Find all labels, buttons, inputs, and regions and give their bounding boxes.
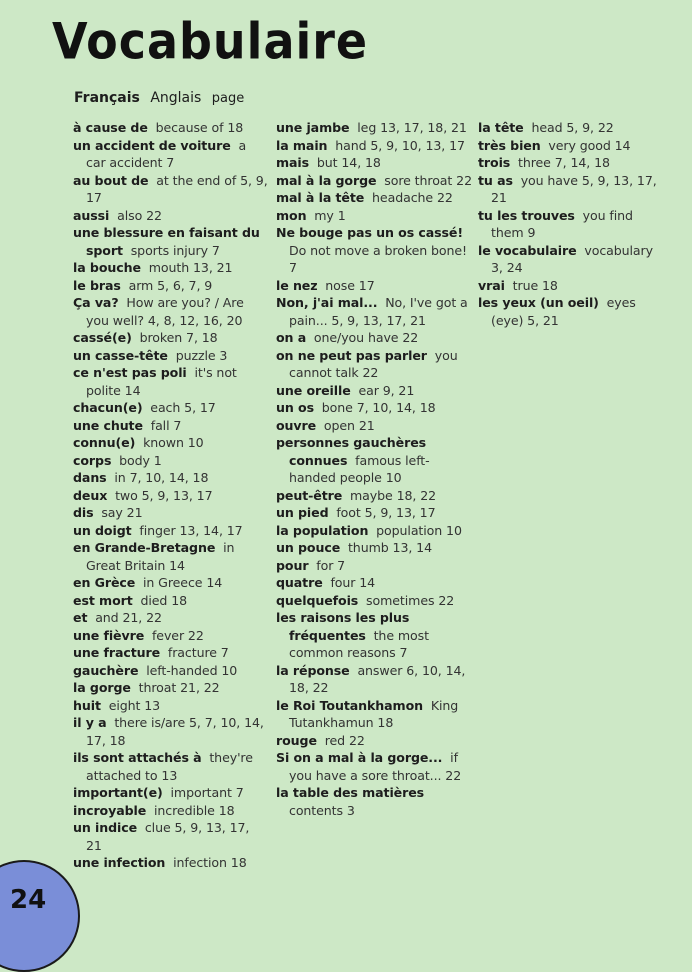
french-term: une oreille [276,382,351,398]
english-translation: incredible 18 [154,802,235,818]
page-number-badge [0,860,80,972]
english-translation: but 14, 18 [316,155,381,170]
english-translation: mouth 13, 21 [148,260,233,275]
vocab-entry [276,347,472,382]
french-term: quatre [276,575,323,590]
vocab-entry [73,172,268,207]
english-translation: puzzle 3 [175,347,228,363]
french-term: trois [478,155,511,170]
vocab-entry [73,662,268,680]
english-translation: thumb 13, 14 [347,540,432,555]
vocab-entry [276,732,472,750]
vocab-entry [73,347,268,365]
french-term: une blessure en faisant du sport [73,225,260,258]
english-translation: nose 17 [325,277,375,293]
english-translation: open 21 [323,417,375,433]
vocab-entry [73,294,268,329]
french-term: un pied [276,505,329,520]
english-translation: in 7, 10, 14, 18 [114,470,209,485]
english-translation: population 10 [376,522,462,538]
vocab-entry [276,574,472,592]
vocab-entry [73,539,268,574]
french-term: la tête [478,120,524,135]
vocab-entry [478,172,668,207]
english-translation: you find them 9 [491,207,633,240]
french-term: mal à la tête [276,190,365,205]
french-term: un accident de voiture [73,137,231,153]
english-translation: No, I've got a pain... 5, 9, 13, 17, 21 [289,295,468,328]
french-term: un pouce [276,540,341,555]
english-translation: finger 13, 14, 17 [139,522,243,538]
vocab-entry [73,644,268,662]
vocab-entry [73,452,268,470]
english-translation: fracture 7 [167,645,229,660]
english-translation: hand 5, 9, 10, 13, 17 [335,137,465,153]
vocab-entry [276,382,472,400]
french-term: le vocabulaire [478,242,577,258]
english-translation: one/you have 22 [313,330,419,345]
vocab-entry [73,574,268,592]
vocab-entry [276,119,472,137]
english-translation: vocabulary 3, 24 [491,242,653,275]
english-translation: headache 22 [372,190,453,205]
english-translation: each 5, 17 [150,400,216,415]
french-term: Ça va? [73,295,119,310]
english-translation: famous left-handed people 10 [289,452,430,485]
english-translation: clue 5, 9, 13, 17, 21 [86,820,250,853]
vocab-entry [478,207,668,242]
english-translation: if you have a sore throat... 22 [289,750,462,783]
french-term: en Grèce [73,575,136,590]
french-term: un indice [73,820,138,835]
english-translation: maybe 18, 22 [350,487,437,503]
french-term: quelquefois [276,592,359,608]
english-translation: you have 5, 9, 13, 17, 21 [491,172,657,205]
page-number: 24 [10,885,47,915]
french-term: on a [276,330,307,345]
french-term: ce n'est pas poli [73,365,187,380]
french-term: vrai [478,277,505,293]
vocab-entry [73,469,268,487]
french-term: Non, j'ai mal... [276,295,378,310]
vocab-entry [276,294,472,329]
english-translation: two 5, 9, 13, 17 [115,487,213,503]
french-term: la réponse [276,662,350,678]
french-term: le bras [73,277,121,293]
vocab-entry [276,784,472,819]
english-translation: because of 18 [155,120,244,135]
english-translation: broken 7, 18 [139,330,218,345]
french-term: la table des matières [276,785,425,800]
english-translation: sports injury 7 [130,242,220,258]
english-translation: fall 7 [150,417,182,433]
vocab-column-3 [478,119,668,329]
english-translation: there is/are 5, 7, 10, 14, 17, 18 [86,715,264,748]
column-header [74,90,244,106]
french-term: connu(e) [73,435,136,450]
header-anglais: Anglais [150,90,202,106]
english-translation: and 21, 22 [95,610,162,625]
french-term: une fièvre [73,627,145,643]
vocab-entry [276,277,472,295]
vocab-entry [73,259,268,277]
french-term: et [73,610,88,625]
french-term: huit [73,697,101,713]
english-translation: sore throat 22 [384,172,472,188]
french-term: une jambe [276,120,350,135]
french-term: en Grande-Bretagne [73,540,216,555]
vocab-entry [73,714,268,749]
english-translation: head 5, 9, 22 [531,120,614,135]
english-translation: it's not polite 14 [86,365,237,398]
english-translation: my 1 [314,207,346,223]
english-translation: leg 13, 17, 18, 21 [357,120,467,135]
french-term: on ne peut pas parler [276,347,427,363]
english-translation: eyes (eye) 5, 21 [491,295,636,328]
english-translation: known 10 [143,435,204,450]
vocab-entry [276,399,472,417]
vocab-entry [276,224,472,277]
vocab-entry [276,539,472,557]
french-term: rouge [276,732,317,748]
english-translation: answer 6, 10, 14, 18, 22 [289,662,466,695]
french-term: Ne bouge pas un os cassé! [276,225,464,240]
french-term: le Roi Toutankhamon [276,697,423,713]
english-translation: very good 14 [548,137,631,153]
french-term: tu as [478,172,513,188]
french-term: un os [276,400,314,415]
vocab-column-2 [276,119,472,819]
vocab-entry [73,749,268,784]
page-title: Vocabulaire [52,11,369,71]
vocab-entry [73,697,268,715]
french-term: les yeux (un oeil) [478,295,599,310]
french-term: à cause de [73,120,148,135]
vocab-entry [73,487,268,505]
vocab-entry [276,557,472,575]
vocab-column-1 [73,119,268,872]
header-page: page [211,91,245,106]
french-term: gauchère [73,662,139,678]
english-translation: the most common reasons 7 [289,627,429,660]
french-term: incroyable [73,802,147,818]
vocab-entry [276,207,472,225]
english-translation: they're attached to 13 [86,750,253,783]
french-term: la main [276,137,328,153]
english-translation: eight 13 [108,697,161,713]
english-translation: true 18 [512,277,558,293]
vocab-entry [276,417,472,435]
vocab-entry [73,627,268,645]
english-translation: left-handed 10 [146,662,238,678]
vocab-entry [73,784,268,802]
french-term: une fracture [73,645,161,660]
english-translation: King Tutankhamun 18 [289,697,459,730]
vocab-entry [73,522,268,540]
english-translation: died 18 [140,592,188,608]
vocab-entry [276,697,472,732]
header-francais: Français [74,90,140,106]
vocab-entry [276,329,472,347]
vocab-entry [73,417,268,435]
english-translation: infection 18 [173,855,247,870]
french-term: la population [276,522,369,538]
english-translation: ear 9, 21 [358,382,415,398]
vocab-entry [73,802,268,820]
french-term: la bouche [73,260,141,275]
vocab-entry [276,749,472,784]
french-term: personnes gauchères connues [276,435,427,468]
english-translation: fever 22 [151,627,204,643]
english-translation: in Great Britain 14 [86,540,235,573]
vocab-entry [73,819,268,854]
french-term: aussi [73,207,110,223]
english-translation: contents 3 [289,802,355,818]
vocab-entry [276,189,472,207]
vocab-entry [276,487,472,505]
french-term: mais [276,155,310,170]
english-translation: three 7, 14, 18 [518,155,610,170]
vocab-entry [73,854,268,872]
french-term: deux [73,487,108,503]
french-term: ouvre [276,417,317,433]
vocab-entry [478,277,668,295]
french-term: dis [73,505,94,520]
english-translation: in Greece 14 [143,575,223,590]
french-term: les raisons les plus fréquentes [276,610,410,643]
french-term: le nez [276,277,318,293]
french-term: la gorge [73,680,131,695]
vocab-entry [276,662,472,697]
english-translation: say 21 [101,505,143,520]
english-translation: arm 5, 6, 7, 9 [128,277,213,293]
vocab-entry [73,399,268,417]
french-term: est mort [73,592,133,608]
vocab-entry [73,277,268,295]
french-term: cassé(e) [73,330,132,345]
english-translation: body 1 [119,452,162,468]
french-term: au bout de [73,172,149,188]
vocab-entry [276,137,472,155]
english-translation: throat 21, 22 [138,680,220,695]
vocab-entry [73,679,268,697]
french-term: mal à la gorge [276,172,377,188]
french-term: dans [73,470,107,485]
english-translation: red 22 [324,732,365,748]
english-translation: important 7 [170,785,244,800]
english-translation: a car accident 7 [86,137,247,170]
french-term: très bien [478,137,541,153]
vocab-entry [276,434,472,487]
vocab-entry [73,504,268,522]
vocab-entry [73,207,268,225]
english-translation: four 14 [330,575,376,590]
french-term: tu les trouves [478,207,575,223]
english-translation: also 22 [117,207,162,223]
english-translation: at the end of 5, 9, 17 [86,172,268,205]
english-translation: How are you? / Are you well? 4, 8, 12, 16, 20 [86,295,244,328]
english-translation: you cannot talk 22 [289,347,458,380]
vocab-entry [73,434,268,452]
vocab-entry [73,137,268,172]
vocab-entry [478,154,668,172]
french-term: peut-être [276,487,343,503]
english-translation: sometimes 22 [366,592,455,608]
french-term: ils sont attachés à [73,750,202,765]
vocab-entry [73,329,268,347]
english-translation: foot 5, 9, 13, 17 [336,505,436,520]
vocab-entry [276,154,472,172]
vocab-entry [276,172,472,190]
french-term: mon [276,207,307,223]
english-translation: for 7 [316,557,346,573]
vocab-entry [73,609,268,627]
english-translation: bone 7, 10, 14, 18 [321,400,436,415]
vocab-entry [73,119,268,137]
french-term: Si on a mal à la gorge... [276,750,443,765]
french-term: un doigt [73,522,132,538]
french-term: un casse-tête [73,347,168,363]
vocab-entry [478,294,668,329]
vocab-entry [478,137,668,155]
french-term: une chute [73,417,143,433]
vocab-entry [276,609,472,662]
vocab-entry [478,242,668,277]
french-term: il y a [73,715,107,730]
vocab-entry [276,504,472,522]
french-term: chacun(e) [73,400,143,415]
vocab-entry [73,224,268,259]
vocab-entry [478,119,668,137]
english-translation: Do not move a broken bone! 7 [289,242,467,275]
french-term: corps [73,452,112,468]
vocab-entry [276,592,472,610]
vocab-entry [73,364,268,399]
french-term: important(e) [73,785,163,800]
french-term: une infection [73,855,166,870]
french-term: pour [276,557,309,573]
vocab-entry [73,592,268,610]
vocab-entry [276,522,472,540]
